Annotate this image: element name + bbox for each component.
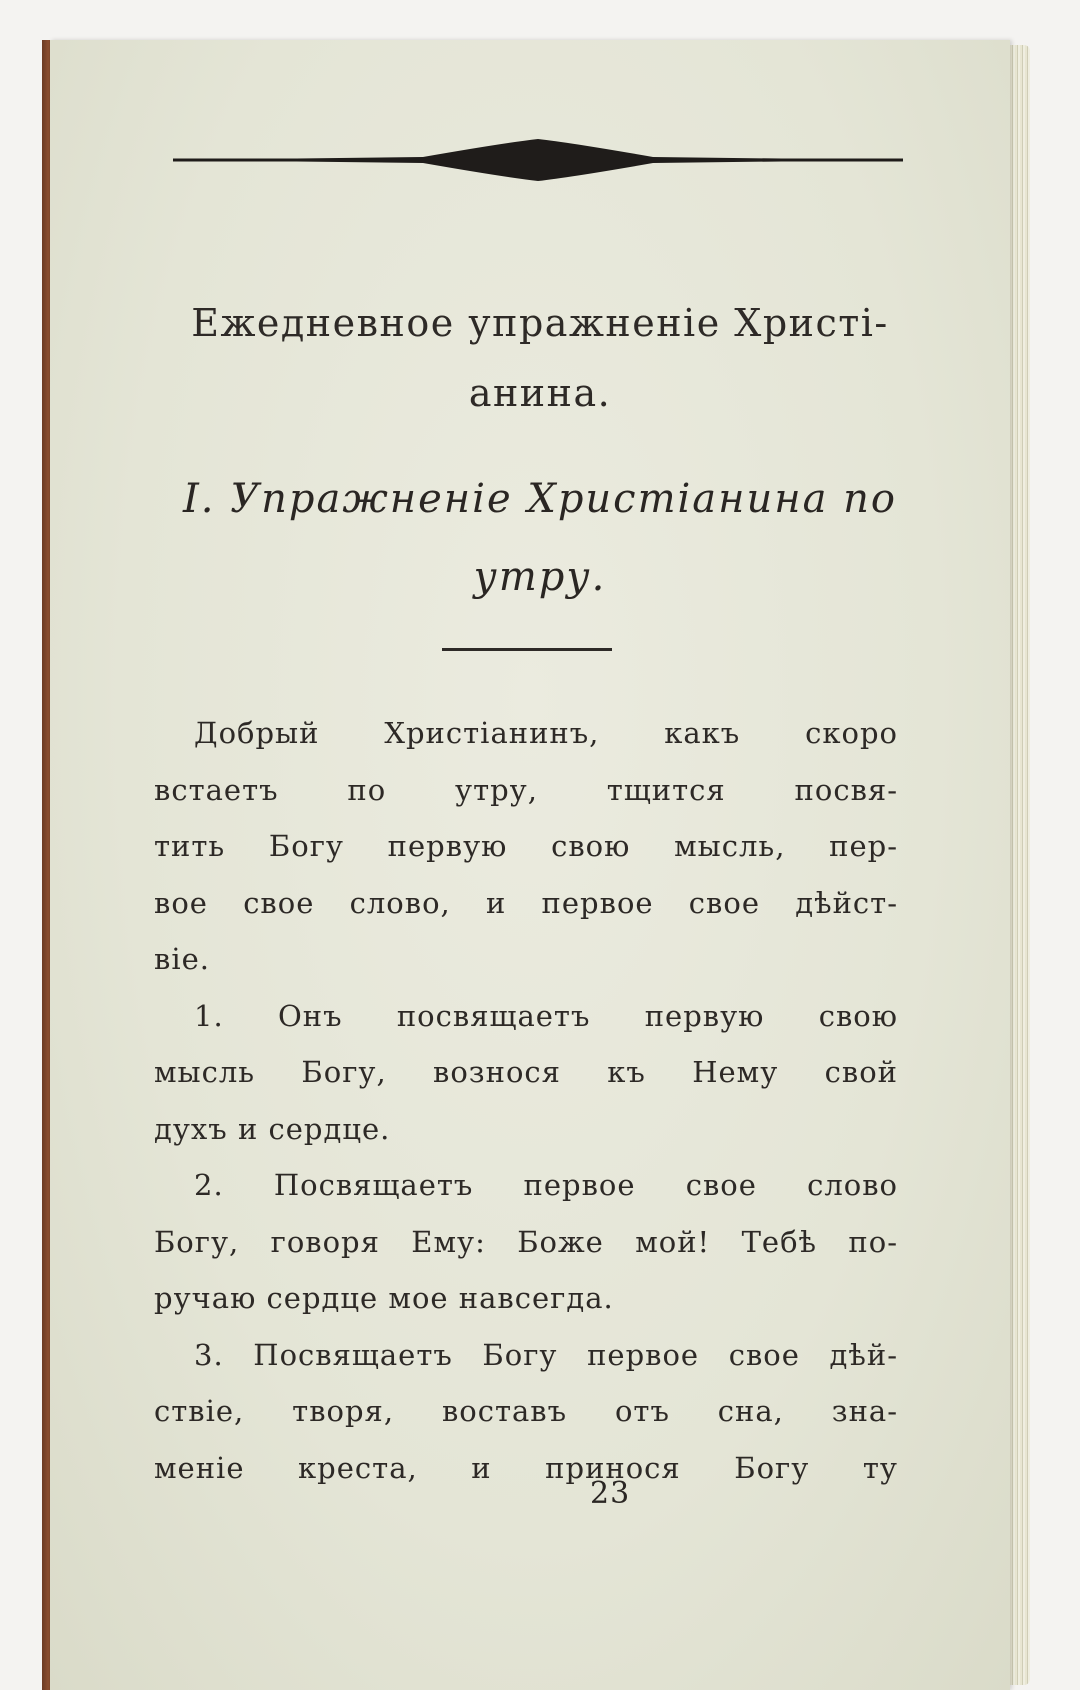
book-page <box>50 40 1010 1690</box>
text-line: ствіе, творя, воставъ отъ сна, зна- <box>154 1394 898 1428</box>
text-line: тить Богу первую свою мысль, пер- <box>154 829 898 863</box>
text-line: 2. Посвящаетъ первое свое слово <box>194 1168 898 1202</box>
text-line: віе. <box>154 942 210 976</box>
chapter-heading <box>150 288 930 428</box>
text-line: ручаю сердце мое навсегда. <box>154 1281 614 1315</box>
text-line: Богу, говоря Ему: Боже мой! Тебѣ по- <box>154 1224 898 1259</box>
text-line: вое свое слово, и первое свое дѣйст- <box>154 885 898 920</box>
chapter-heading-line-1: Ежедневное упражненіе Христі- <box>191 301 889 345</box>
body-text <box>154 705 898 1496</box>
chapter-heading-line-2: анина. <box>468 371 612 415</box>
section-heading-line-1: I. Упражненіе Христіанина по <box>182 476 898 522</box>
text-line: 1. Онъ посвящаетъ первую свою <box>194 998 898 1033</box>
text-line: 3. Посвящаетъ Богу первое свое дѣй- <box>194 1337 898 1372</box>
text-line: встаетъ по утру, тщится посвя- <box>154 772 898 807</box>
text-line: мысль Богу, вознося къ Нему свой <box>154 1055 898 1089</box>
ornamental-rule <box>173 135 903 185</box>
short-divider <box>442 648 612 651</box>
text-line: Добрый Христіанинъ, какъ скоро <box>194 716 898 750</box>
section-heading <box>150 460 930 616</box>
section-heading-line-2: утру. <box>473 554 607 600</box>
page-number: 23 <box>590 1476 631 1511</box>
text-line: меніе креста, и принося Богу ту <box>154 1450 898 1485</box>
text-line: духъ и сердце. <box>154 1111 391 1146</box>
